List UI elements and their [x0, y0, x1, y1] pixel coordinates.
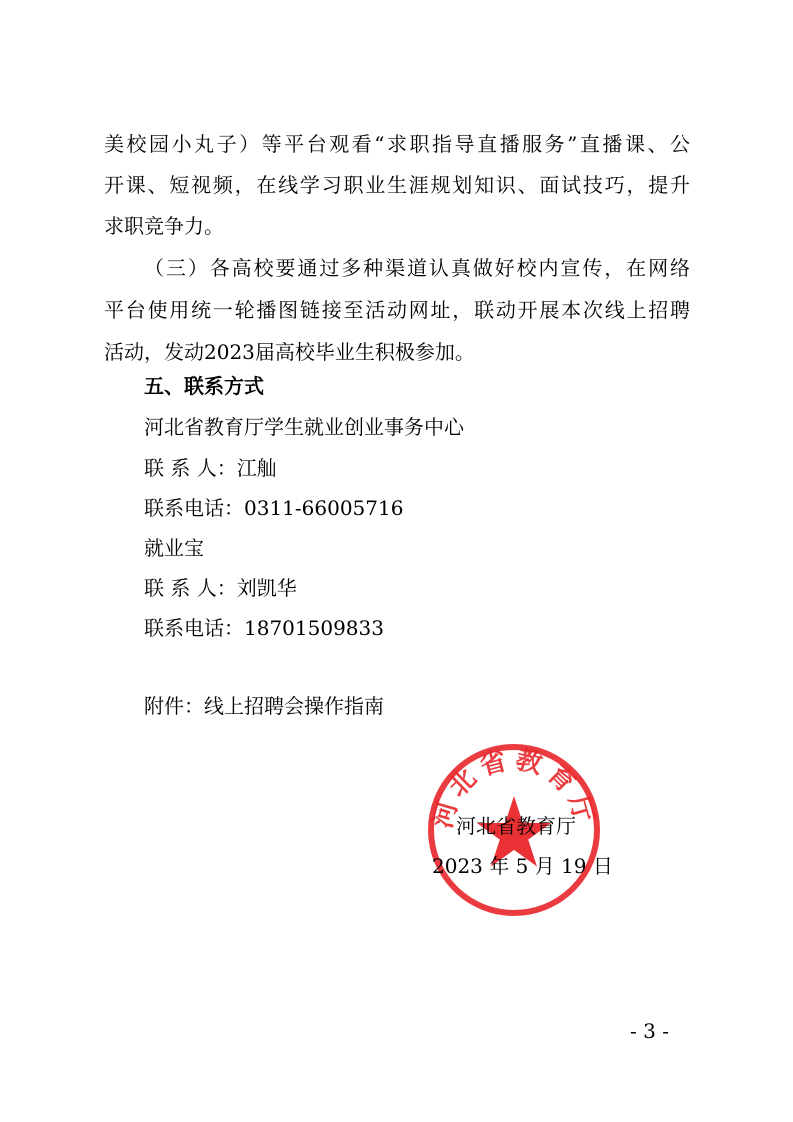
- paragraph-2-line-3: 活动，发动2023届高校毕业生积极参加。: [104, 340, 475, 364]
- page-number: - 3 -: [630, 1019, 669, 1043]
- contact-phone-1: 联系电话：0311-66005716: [144, 496, 404, 520]
- paragraph-1-line-2: 开课、短视频，在线学习职业生涯规划知识、面试技巧，提升: [104, 173, 690, 197]
- seal-text: 河北省教育厅: [427, 744, 601, 832]
- paragraph-2-line-2: 平台使用统一轮播图链接至活动网址，联动开展本次线上招聘: [104, 298, 690, 322]
- attachment-note: 附件：线上招聘会操作指南: [144, 694, 384, 718]
- paragraph-1-line-1: 美校园小丸子）等平台观看“求职指导直播服务”直播课、公: [104, 132, 690, 156]
- contact-person-1: 联 系 人：江舢: [144, 456, 277, 480]
- contact-org-2: 就业宝: [144, 536, 204, 560]
- paragraph-2-line-1: （三）各高校要通过多种渠道认真做好校内宣传，在网络: [144, 256, 690, 280]
- contact-person-2: 联 系 人：刘凯华: [144, 576, 297, 600]
- contact-org-1: 河北省教育厅学生就业创业事务中心: [144, 415, 464, 439]
- paragraph-1-line-3: 求职竞争力。: [104, 214, 224, 238]
- contact-phone-2: 联系电话：18701509833: [144, 616, 384, 640]
- section-heading: 五、联系方式: [144, 374, 264, 398]
- signature-org: 河北省教育厅: [456, 814, 576, 838]
- signature-date: 2023 年 5 月 19 日: [432, 854, 613, 878]
